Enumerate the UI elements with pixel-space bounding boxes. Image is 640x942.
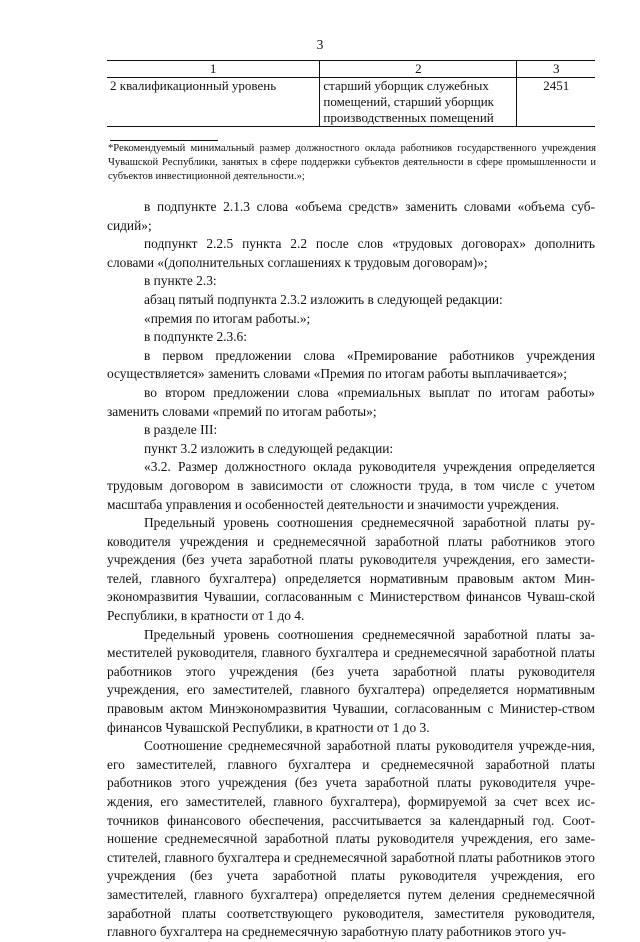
footnote: *Рекомендуемый минимальный размер должностного оклада работников государственного учреждения Чувашской Республики, занятых в сфере поддержки субъектов деятельности в сфере промышленности и субъектов инвестиционной деятельности.»; xyxy=(108,143,596,182)
paragraph: Предельный уровень соотношения среднемесячной заработной платы за-местителей руководителя, главного бухгалтера и среднемесячной заработной платы работников этого учреждения (без учета заработной платы руководителя учреждения, его заместителей, главного бухгалтера) определяется нормативным правовым актом Минэкономразвития Чувашии, согласованным с Министер-ством финансов Чувашской Республики, в кратности от 1 до 3. xyxy=(107,626,595,735)
paragraph: в первом предложении слова «Премирование работников учреждения осуществляется» заменить словами «Премия по итогам работы выплачивается»; xyxy=(107,347,595,382)
salary-cell: 2451 xyxy=(517,78,595,127)
paragraph: пункт 3.2 изложить в следующей редакции: xyxy=(144,440,394,456)
table-header-row xyxy=(107,61,595,78)
table-header-cell: 3 xyxy=(517,61,595,78)
paragraph: в пункте 2.3: xyxy=(144,273,217,289)
table-row xyxy=(107,78,595,127)
qualification-level-cell: 2 квалификационный уровень xyxy=(107,78,320,127)
paragraph: «премия по итогам работы.»; xyxy=(144,310,311,326)
paragraph: «3.2. Размер должностного оклада руководителя учреждения определяется трудовым договором в зависимости от сложности труда, в том числе с учетом масштаба управления и особенностей деятельности и значимости учреждения. xyxy=(107,459,595,512)
paragraph: в подпункте 2.1.3 слова «объема средств» заменить словами «объема суб-сидий»; xyxy=(107,199,595,233)
page-number: 3 xyxy=(316,37,324,52)
table-header-cell: 1 xyxy=(107,61,320,78)
paragraph: во втором предложении слова «премиальных выплат по итогам работы» заменить словами «премий по итогам работы»; xyxy=(107,384,595,419)
salary-table xyxy=(107,60,595,127)
paragraph: подпункт 2.2.5 пункта 2.2 после слов «трудовых договорах» дополнить словами «(дополнительных соглашениях к трудовым договорам)»; xyxy=(107,236,595,270)
paragraph: Соотношение среднемесячной заработной платы руководителя учрежде-ния, его заместителей, главного бухгалтера и среднемесячной заработной платы работников этого учреждения (без учета заработной платы руководителя учре-ждения, его заместителей, главного бухгалтера), формируемой за счет всех ис-точников финансового обеспечения, рассчитывается за календарный год. Соот-ношение среднемесячной заработной платы руководителя учреждения, его заме-стителей, главного бухгалтера и среднемесячной заработной платы работников этого учреждения (без учета заработной платы руководителя учреждения, его заместителей, главного бухгалтера) определяется путем деления среднемесячной заработной платы соответствующего руководителя, заместителя руководителя, главного бухгалтера на среднемесячную заработную плату работников этого уч- xyxy=(107,738,595,940)
positions-cell: старший уборщик служебных помещений, старший уборщик производственных помещений xyxy=(320,78,517,127)
table-header-cell: 2 xyxy=(320,61,517,78)
paragraph: Предельный уровень соотношения среднемесячной заработной платы ру-ководителя учреждения и среднемесячной заработной платы работников этого учреждения (без учета заработной платы руководителя учреждения, его замести-телей, главного бухгалтера) определяется нормативным правовым актом Мин-экономразвития Чувашии, согласованным с Министерством финансов Чуваш-ской Республики, в кратности от 1 до 4. xyxy=(107,515,595,624)
document-body xyxy=(107,198,595,942)
paragraph: в разделе III: xyxy=(144,422,218,438)
footnote-divider xyxy=(110,140,218,141)
paragraph: в подпункте 2.3.6: xyxy=(144,329,247,345)
paragraph: абзац пятый подпункта 2.3.2 изложить в следующей редакции: xyxy=(144,291,503,307)
